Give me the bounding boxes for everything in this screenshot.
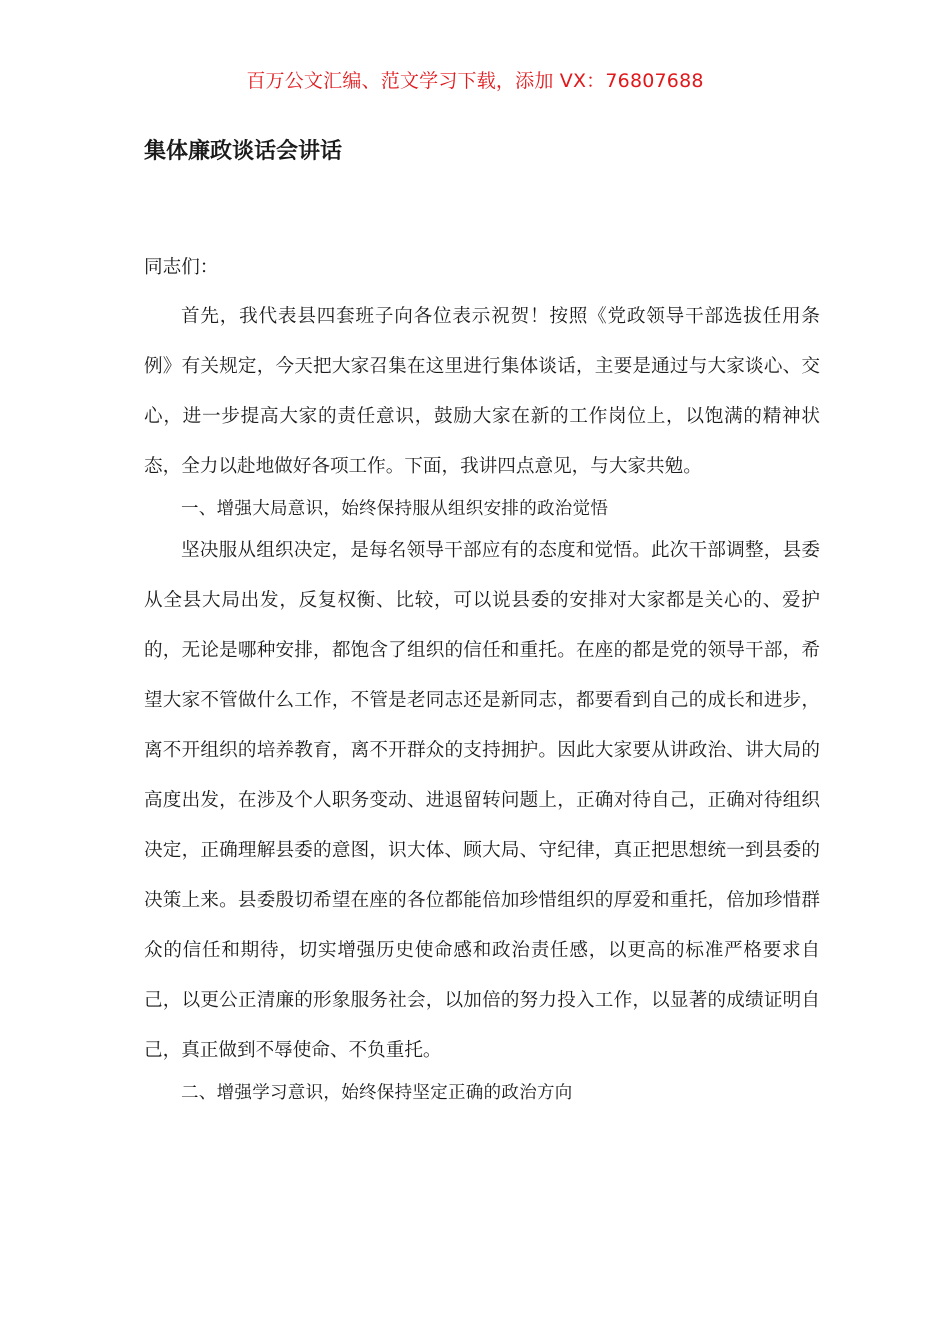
intro-paragraph: 首先，我代表县四套班子向各位表示祝贺！按照《党政领导干部选拔任用条例》有关规定，今天把大家召集在这里进行集体谈话，主要是通过与大家谈心、交心，进一步提高大家的责任意识，鼓励大家在新的工作岗位上，以饱满的精神状态，全力以赴地做好各项工作。下面，我讲四点意见，与大家共勉。 bbox=[144, 306, 820, 477]
section-1-paragraph: 坚决服从组织决定，是每名领导干部应有的态度和觉悟。此次干部调整，县委从全县大局出发，反复权衡、比较，可以说县委的安排对大家都是关心的、爱护的，无论是哪种安排，都饱含了组织的信任和重托。在座的都是党的领导干部，希望大家不管做什么工作，不管是老同志还是新同志，都要看到自己的成长和进步，离不开组织的培养教育，离不开群众的支持拥护。因此大家要从讲政治、讲大局的高度出发，在涉及个人职务变动、进退留转问题上，正确对待自己，正确对待组织决定，正确理解县委的意图，识大体、顾大局、守纪律，真正把思想统一到县委的决策上来。县委殷切希望在座的各位都能倍加珍惜组织的厚爱和重托，倍加珍惜群众的信任和期待，切实增强历史使命感和政治责任感，以更高的标准严格要求自己，以更公正清廉的形象服务社会，以加倍的努力投入工作，以显著的成绩证明自己，真正做到不辱使命、不负重托。 bbox=[144, 540, 820, 1061]
document-body bbox=[144, 292, 820, 1110]
greeting: 同志们： bbox=[144, 257, 219, 278]
header-banner: 百万公文汇编、范文学习下载，添加 VX：76807688 bbox=[246, 70, 704, 92]
document-title: 集体廉政谈话会讲话 bbox=[144, 139, 343, 164]
section-2-heading: 二、增强学习意识，始终保持坚定正确的政治方向 bbox=[181, 1083, 573, 1103]
section-1-heading: 一、增强大局意识，始终保持服从组织安排的政治觉悟 bbox=[181, 499, 609, 519]
